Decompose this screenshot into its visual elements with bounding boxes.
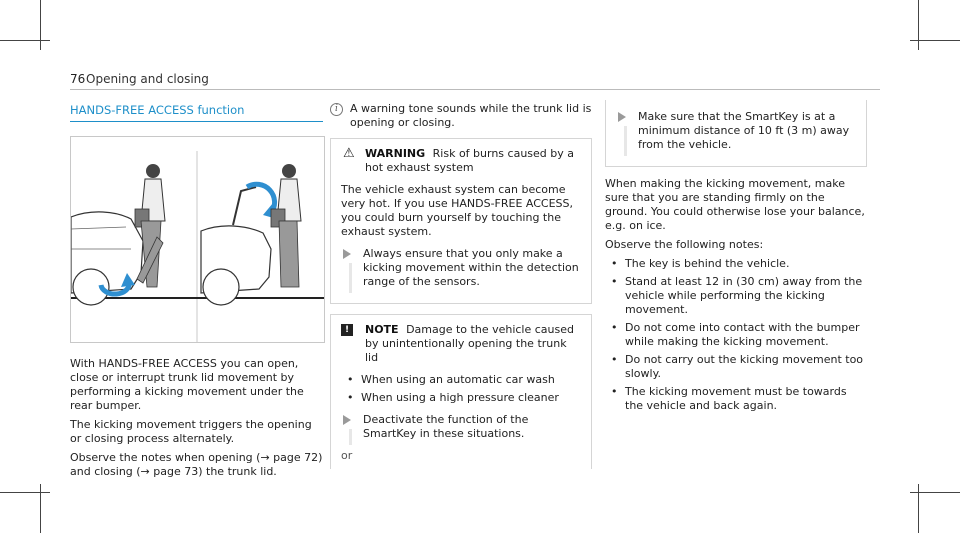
info-note xyxy=(330,102,592,130)
warning-box xyxy=(330,138,592,304)
list-item: • The kicking movement must be towards the vehicle and back again. xyxy=(605,385,867,413)
paragraph: With HANDS-FREE ACCESS you can open, close or interrupt trunk lid movement by performing a kicking movement under the rear bumper. xyxy=(70,357,304,412)
list-item: • Do not come into contact with the bumper while making the kicking movement. xyxy=(605,321,867,349)
note-keyword: NOTE xyxy=(365,323,399,336)
warning-step-text: Always ensure that you only make a kicking movement within the detection range of the sensors. xyxy=(363,247,579,288)
note-box-continued xyxy=(605,100,867,167)
note-bullet-list xyxy=(341,373,581,405)
paragraph: Observe the notes when opening (→ page 72) and closing (→ page 73) the trunk lid. xyxy=(70,451,323,478)
header-divider xyxy=(70,89,880,90)
list-item: • When using a high pressure cleaner xyxy=(341,391,581,405)
warning-heading xyxy=(341,147,581,175)
note-step-text: Make sure that the SmartKey is at a minimum distance of 10 ft (3 m) away from the vehicle. xyxy=(638,110,850,151)
or-label: or xyxy=(341,449,353,462)
page-header-title: Opening and closing xyxy=(86,72,209,86)
info-icon: i xyxy=(330,103,343,116)
list-item: • Stand at least 12 in (30 cm) away from the vehicle while performing the kicking movement. xyxy=(605,275,867,317)
note-heading xyxy=(341,323,581,365)
notes-bullet-list xyxy=(605,257,867,413)
paragraph: The kicking movement triggers the opening or closing process alternately. xyxy=(70,418,312,445)
section-title: HANDS-FREE ACCESS function xyxy=(70,100,323,122)
warning-keyword: WARNING xyxy=(365,147,426,160)
column-middle xyxy=(330,100,592,479)
page-number: 76 xyxy=(70,72,86,86)
note-step xyxy=(616,110,856,152)
crop-mark xyxy=(918,0,919,50)
kick-illustration-svg xyxy=(71,137,324,342)
step-arrow-icon xyxy=(618,112,626,122)
list-item: • The key is behind the vehicle. xyxy=(605,257,867,271)
warning-body: The vehicle exhaust system can become very hot. If you use HANDS-FREE ACCESS, you could burn yourself by touching the exhaust system. xyxy=(341,183,574,238)
crop-mark xyxy=(0,492,50,493)
note-icon: ! xyxy=(341,324,353,336)
note-box xyxy=(330,314,592,469)
info-text: A warning tone sounds while the trunk lid is opening or closing. xyxy=(350,102,592,129)
crop-mark xyxy=(0,40,50,41)
step-arrow-icon xyxy=(343,415,351,425)
paragraph: When making the kicking movement, make sure that you are standing firmly on the ground. You could otherwise lose your balance, e.g. on ice. xyxy=(605,177,865,232)
note-head-text: Damage to the vehicle caused by unintentionally opening the trunk lid xyxy=(365,323,574,364)
hands-free-illustration xyxy=(70,136,325,343)
note-step-text: Deactivate the function of the SmartKey in these situations. xyxy=(363,413,529,440)
warning-icon: ⚠ xyxy=(343,146,355,161)
list-item: • When using an automatic car wash xyxy=(341,373,581,387)
step-arrow-icon xyxy=(343,249,351,259)
column-right xyxy=(605,100,867,419)
crop-mark xyxy=(40,0,41,50)
list-item: • Do not carry out the kicking movement too slowly. xyxy=(605,353,867,381)
note-step xyxy=(341,413,581,441)
warning-head-text: Risk of burns caused by a hot exhaust system xyxy=(365,147,575,174)
crop-mark xyxy=(40,484,41,533)
crop-mark xyxy=(918,484,919,533)
warning-step xyxy=(341,247,581,289)
paragraph: Observe the following notes: xyxy=(605,238,764,251)
column-left xyxy=(70,100,323,484)
